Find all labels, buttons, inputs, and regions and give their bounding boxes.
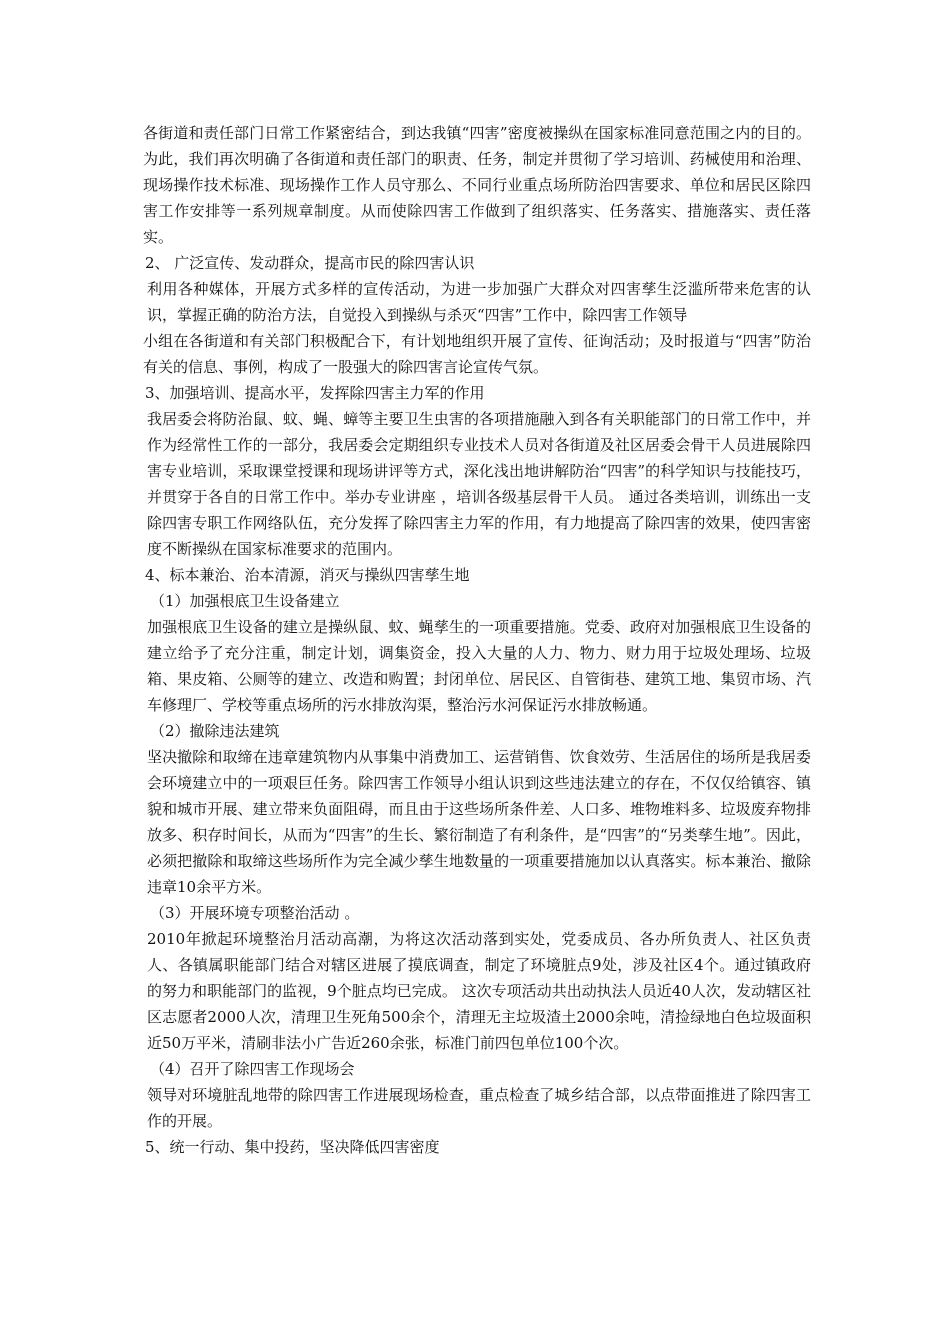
paragraph-training: 我居委会将防治鼠、蚊、蝇、蟑等主要卫生虫害的各项措施融入到各有关职能部门的日常工作中，并作为经常性工作的一部分，我居委会定期组织专业技术人员对各街道及社区居委会骨干人员进展除四害专业培训，采取课堂授课和现场讲评等方式，深化浅出地讲解防治“四害”的科学知识与技能技巧，并贯穿于各自的日常工作中。举办专业讲座 ，培训各级基层骨干人员。 通过各类培训，训练出一支除四害专职工作网络队伍，充分发挥了除四害主力军的作用，有力地提高了除四害的效果，使四害密度不断操纵在国家标准要求的范围内。 bbox=[147, 410, 811, 558]
paragraph-responsibility: 各街道和责任部门日常工作紧密结合，到达我镇“四害”密度被操纵在国家标准同意范围之内的目的。为此，我们再次明确了各街道和责任部门的职责、任务，制定并贯彻了学习培训、药械使用和治理、现场操作技术标准、现场操作工作人员守那么、不同行业重点场所防治四害要求、单位和居民区除四害工作安排等一系列规章制度。从而使除四害工作做到了组织落实、任务落实、措施落实、责任落实。 bbox=[143, 124, 811, 246]
paragraph-publicity: 利用各种媒体，开展方式多样的宣传活动，为进一步加强广大群众对四害孳生泛滥所带来危害的认识，掌握正确的防治方法，自觉投入到操纵与杀灭“四害”工作中，除四害工作领导 bbox=[147, 280, 811, 324]
paragraph-infrastructure: 加强根底卫生设备的建立是操纵鼠、蚊、蝇孳生的一项重要措施。党委、政府对加强根底卫生设备的建立给予了充分注重，制定计划，调集资金，投入大量的人力、物力、财力用于垃圾处理场、垃圾箱、果皮箱、公厕等的建立、改造和购置；封闭单位、居民区、自管街巷、建筑工地、集贸市场、汽车修理厂、学校等重点场所的污水排放沟渠，整治污水河保证污水排放畅通。 bbox=[147, 618, 811, 714]
section-heading-5: 5、统一行动、集中投药，坚决降低四害密度 bbox=[145, 1138, 440, 1156]
sub-heading-3: （3）开展环境专项整治活动 。 bbox=[150, 904, 360, 922]
section-heading-3: 3、加强培训、提高水平，发挥除四害主力军的作用 bbox=[145, 384, 485, 402]
sub-heading-2: （2）撤除违法建筑 bbox=[150, 722, 280, 740]
sub-heading-4: （4）召开了除四害工作现场会 bbox=[150, 1060, 355, 1078]
paragraph-illegal-buildings: 坚决撤除和取缔在违章建筑物内从事集中消费加工、运营销售、饮食效劳、生活居住的场所是我居委会环境建立中的一项艰巨任务。除四害工作领导小组认识到这些违法建立的存在，不仅仅给镇容、镇貌和城市开展、建立带来负面阻碍，而且由于这些场所条件差、人口多、堆物堆料多、垃圾废弃物排放多、积存时间长，从而为“四害”的生长、繁衍制造了有利条件，是“四害”的“另类孳生地”。因此，必须把撤除和取缔这些场所作为完全减少孳生地数量的一项重要措施加以认真落实。标本兼治、撤除违章10余平方米。 bbox=[147, 748, 811, 896]
paragraph-site-meeting: 领导对环境脏乱地带的除四害工作进展现场检查，重点检查了城乡结合部，以点带面推进了除四害工作的开展。 bbox=[147, 1086, 811, 1130]
sub-heading-1: （1）加强根底卫生设备建立 bbox=[150, 592, 340, 610]
paragraph-environment-campaign: 2010年掀起环境整治月活动高潮，为将这次活动落到实处，党委成员、各办所负责人、社区负责人、各镇属职能部门结合对辖区进展了摸底调查，制定了环境脏点9处，涉及社区4个。通过镇政府的努力和职能部门的监视，9个脏点均已完成。 这次专项活动共出动执法人员近40人次，发动辖区社区志愿者2000人次，清理卫生死角500余个，清理无主垃圾渣土2000余吨，清捡绿地白色垃圾面积近50万平米，清刷非法小广告近260余张，标准门前四包单位100个次。 bbox=[147, 930, 811, 1052]
section-heading-4: 4、标本兼治、治本清源，消灭与操纵四害孳生地 bbox=[145, 566, 470, 584]
document-body bbox=[143, 120, 811, 1160]
section-heading-2: 2、 广泛宣传、发动群众，提高市民的除四害认识 bbox=[145, 254, 475, 272]
paragraph-publicity-continued: 小组在各街道和有关部门积极配合下，有计划地组织开展了宣传、征询活动；及时报道与“四害”防治有关的信息、事例，构成了一股强大的除四害言论宣传气氛。 bbox=[143, 332, 811, 376]
